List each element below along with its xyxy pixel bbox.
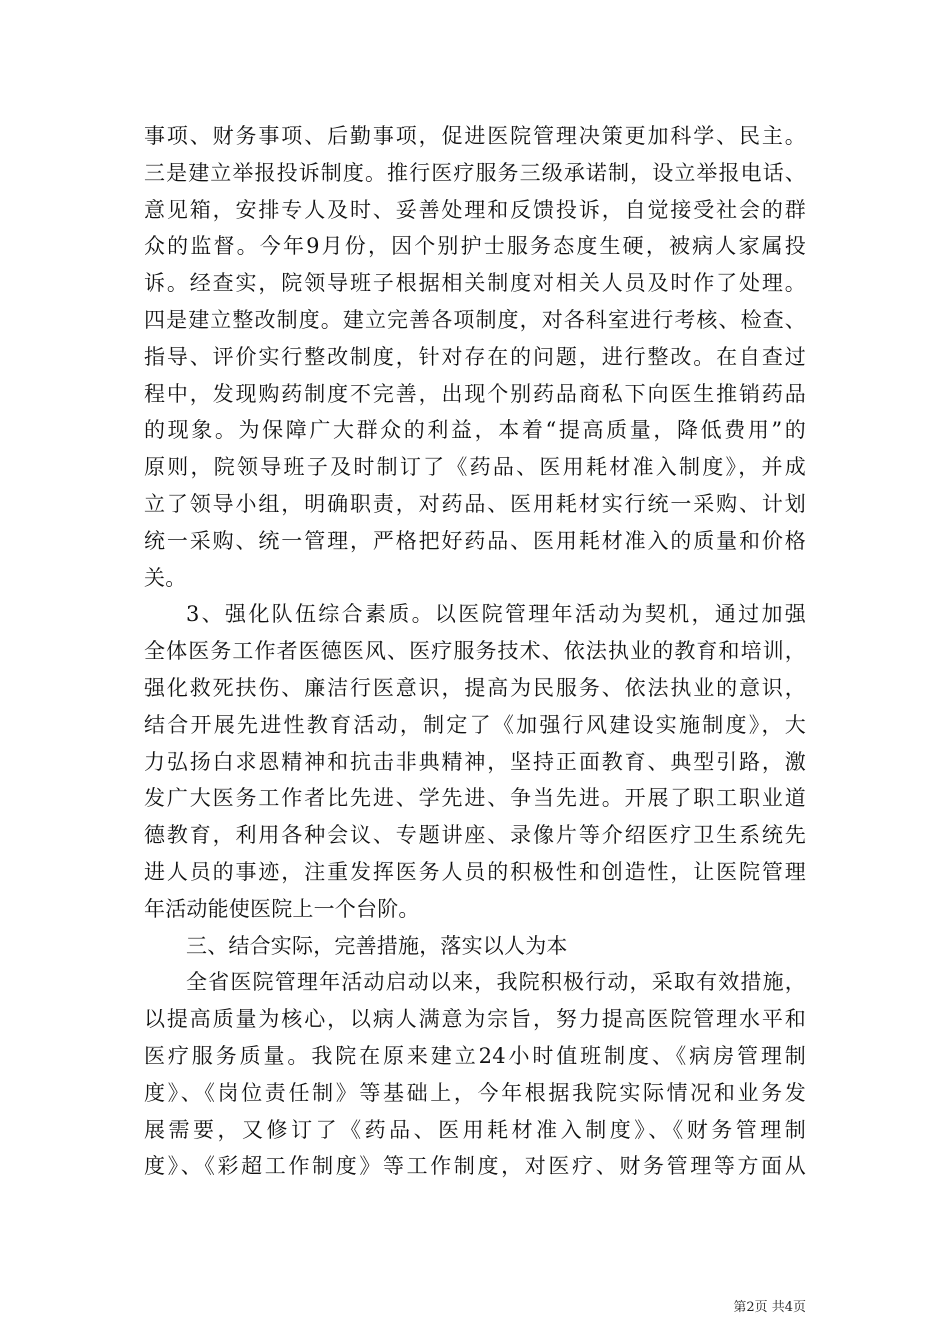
text-line: 度》、《彩超工作制度》等工作制度，对医疗、财务管理等方面从: [144, 1154, 806, 1179]
text-line: 展需要，又修订了《药品、医用耗材准入制度》、《财务管理制: [144, 1117, 806, 1142]
text-line: 结合开展先进性教育活动，制定了《加强行风建设实施制度》，大: [144, 712, 806, 737]
text-line: 德教育，利用各种会议、专题讲座、录像片等介绍医疗卫生系统先: [144, 823, 806, 848]
text-line: 关。: [144, 565, 187, 590]
text-line: 众的监督。今年9月份，因个别护士服务态度生硬，被病人家属投: [144, 234, 806, 259]
text-line: 年活动能使医院上一个台阶。: [144, 896, 420, 921]
text-line: 原则，院领导班子及时制订了《药品、医用耗材准入制度》，并成: [144, 455, 806, 480]
text-line: 全省医院管理年活动启动以来，我院积极行动，采取有效措施，: [186, 970, 806, 995]
page-number-footer: 第2页 共4页: [733, 1300, 806, 1315]
text-line: 发广大医务工作者比先进、学先进、争当先进。开展了职工职业道: [144, 786, 806, 811]
text-line: 意见箱，安排专人及时、妥善处理和反馈投诉，自觉接受社会的群: [144, 197, 806, 222]
text-line: 立了领导小组，明确职责，对药品、医用耗材实行统一采购、计划: [144, 491, 806, 516]
text-line: 全体医务工作者医德医风、医疗服务技术、依法执业的教育和培训，: [144, 639, 806, 664]
text-line: 程中，发现购药制度不完善，出现个别药品商私下向医生推销药品: [144, 381, 806, 406]
text-line: 统一采购、统一管理，严格把好药品、医用耗材准入的质量和价格: [144, 528, 806, 553]
document-body: [144, 118, 806, 1185]
text-line: 的现象。为保障广大群众的利益，本着“提高质量，降低费用”的: [144, 418, 806, 443]
text-line: 以提高质量为核心，以病人满意为宗旨，努力提高医院管理水平和: [144, 1007, 806, 1032]
text-line: 进人员的事迹，注重发挥医务人员的积极性和创造性，让医院管理: [144, 859, 806, 884]
text-line: 四是建立整改制度。建立完善各项制度，对各科室进行考核、检查、: [144, 307, 806, 332]
text-line: 力弘扬白求恩精神和抗击非典精神，坚持正面教育、典型引路，激: [144, 749, 806, 774]
text-line: 强化救死扶伤、廉洁行医意识，提高为民服务、依法执业的意识，: [144, 675, 806, 700]
text-line: 医疗服务质量。我院在原来建立24小时值班制度、《病房管理制: [144, 1043, 806, 1068]
text-line: 事项、财务事项、后勤事项，促进医院管理决策更加科学、民主。: [144, 124, 806, 148]
text-line: 诉。经查实，院领导班子根据相关制度对相关人员及时作了处理。: [144, 271, 806, 296]
text-line: 三、结合实际，完善措施，落实以人为本: [186, 933, 568, 958]
text-line: 3、强化队伍综合素质。以医院管理年活动为契机，通过加强: [186, 602, 806, 627]
text-line: 三是建立举报投诉制度。推行医疗服务三级承诺制，设立举报电话、: [144, 160, 806, 185]
text-line: 指导、评价实行整改制度，针对存在的问题，进行整改。在自查过: [144, 344, 806, 369]
text-line: 度》、《岗位责任制》等基础上，今年根据我院实际情况和业务发: [144, 1080, 806, 1105]
